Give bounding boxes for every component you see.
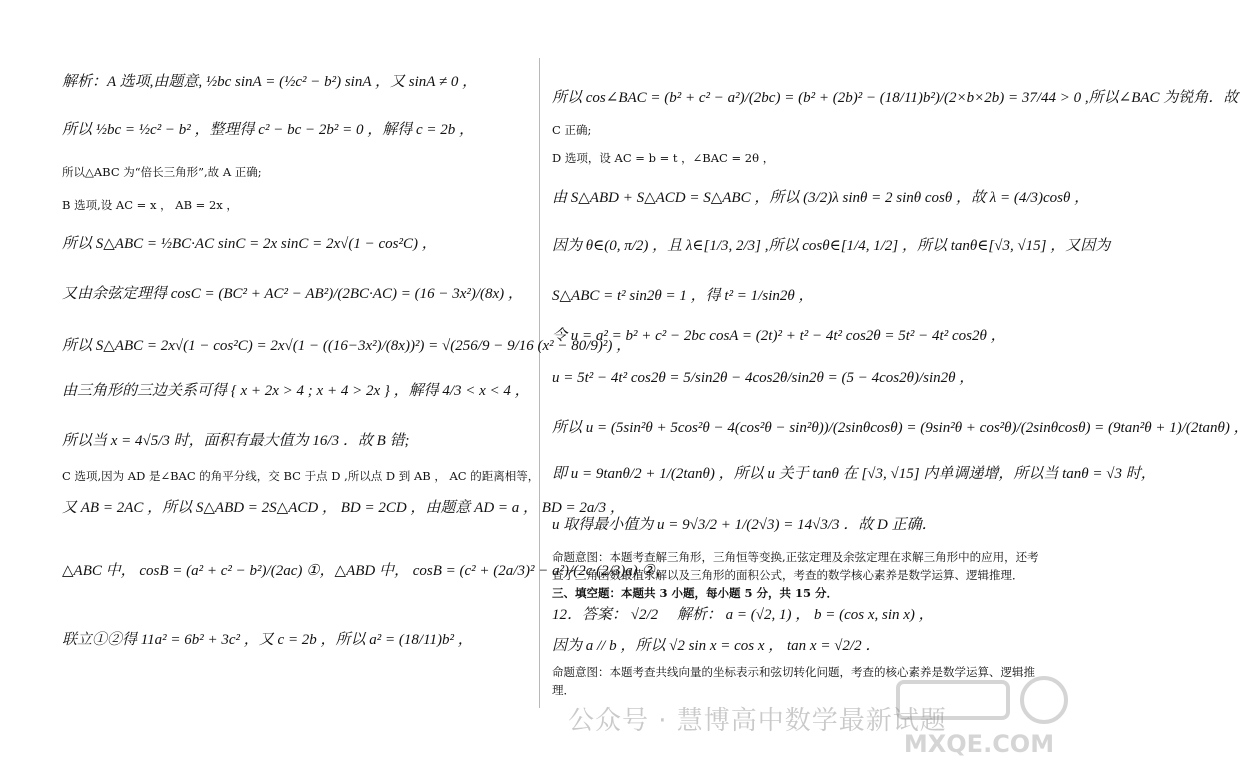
solution-line: 由 S△ABD + S△ACD = S△ABC ，所以 (3/2)λ sinθ = 2 sinθ cosθ ，故 λ = (4/3)cosθ ， — [552, 190, 1090, 206]
column-divider — [539, 58, 540, 708]
solution-line: 令 u = a² = b² + c² − 2bc cosA = (2t)² + t² − 4t² cos2θ = 5t² − 4t² cos2θ ， — [552, 328, 1006, 344]
solution-line: 所以 u = (5sin²θ + 5cos²θ − 4(cos²θ − sin²θ))/(2sinθcosθ) = (9sin²θ + cos²θ)/(2sinθcosθ) = (9tan²θ + 1)/(2tanθ) ， — [552, 420, 1249, 436]
solution-line: 所以 ½bc = ½c² − b² ，整理得 c² − bc − 2b² = 0 ，解得 c = 2b ， — [62, 122, 475, 138]
intent-note: 命题意图：本题考查解三角形，三角恒等变换,正弦定理及余弦定理在求解三角形中的应用，还考 — [552, 550, 1039, 564]
solution-line: 所以当 x = 4√5/3 时，面积有最大值为 16/3 ．故 B 错; — [62, 433, 410, 449]
intent-note: 查了三角函数最值求解以及三角形的面积公式，考查的数学核心素养是数学运算、逻辑推理． — [552, 568, 1024, 582]
answer-line: 12．答案： √2/2 解析： a = (√2, 1) ， b = (cos x, sin x) ， — [552, 607, 934, 623]
solution-line: C 选项,因为 AD 是∠BAC 的角平分线，交 BC 于点 D ,所以点 D 到 AB ， AC 的距离相等， — [62, 469, 540, 483]
solution-line: △ABC 中， cosB = (a² + c² − b²)/(2ac) ①，△ABD 中， cosB = (c² + (2a/3)² − a²)/(2c·(2/3)a) ②， — [62, 563, 670, 579]
solution-line: 所以 S△ABC = ½BC·AC sinC = 2x sinC = 2x√(1 − cos²C) ， — [62, 236, 437, 252]
solution-line: 即 u = 9tanθ/2 + 1/(2tanθ) ，所以 u 关于 tanθ 在 [√3, √15] 内单调递增，所以当 tanθ = √3 时， — [552, 466, 1156, 482]
solution-line: C 正确; — [552, 123, 592, 137]
solution-line: 解析：A 选项,由题意, ½bc sinA = (½c² − b²) sinA ，又 sinA ≠ 0 ， — [62, 74, 478, 90]
solution-line: 所以 cos∠BAC = (b² + c² − a²)/(2bc) = (b² + (2b)² − (18/11)b²)/(2×b×2b) = 37/44 > 0 ,所以∠BAC 为锐角．故 — [552, 90, 1239, 106]
intent-note: 理． — [552, 683, 575, 697]
solution-line: 因为 a // b ，所以 √2 sin x = cos x ， tan x = √2/2 ． — [552, 638, 881, 654]
solution-line: 联立①②得 11a² = 6b² + 3c² ，又 c = 2b ，所以 a² = (18/11)b² ， — [62, 632, 473, 648]
solution-line: 又 AB = 2AC ，所以 S△ABD = 2S△ACD ， BD = 2CD ，由题意 AD = a ， BD = 2a/3 ， — [62, 500, 625, 516]
watermark-logo — [884, 674, 1074, 758]
solution-line: 所以△ABC 为“倍长三角形”,故 A 正确; — [62, 165, 262, 179]
solution-line: u = 5t² − 4t² cos2θ = 5/sin2θ − 4cos2θ/sin2θ = (5 − 4cos2θ)/sin2θ ， — [552, 370, 975, 386]
solution-line: 由三角形的三边关系可得 { x + 2x > 4 ; x + 4 > 2x } ，解得 4/3 < x < 4 ， — [62, 383, 530, 399]
solution-line: S△ABC = t² sin2θ = 1 ，得 t² = 1/sin2θ ， — [552, 288, 814, 304]
section-heading: 三、填空题：本题共 3 小题，每小题 5 分，共 15 分． — [552, 586, 839, 600]
solution-line: 所以 S△ABC = 2x√(1 − cos²C) = 2x√(1 − ((16−3x²)/(8x))²) = √(256/9 − 9/16 (x² − 80/9)²) ， — [62, 338, 632, 354]
watermark-text: 公众号 · 慧博高中数学最新试题 — [568, 706, 947, 736]
solution-line: B 选项,设 AC = x ， AB = 2x ， — [62, 198, 238, 212]
intent-note: 命题意图：本题考查共线向量的坐标表示和弦切转化问题，考查的核心素养是数学运算、逻辑推 — [552, 665, 1035, 679]
solution-line: 又由余弦定理得 cosC = (BC² + AC² − AB²)/(2BC·AC) = (16 − 3x²)/(8x) ， — [62, 286, 523, 302]
watermark-logo-text: MXQE.COM — [903, 730, 1055, 758]
solution-line: 因为 θ∈(0, π/2) ，且 λ∈[1/3, 2/3] ,所以 cosθ∈[1/4, 1/2] ，所以 tanθ∈[√3, √15] ，又因为 — [552, 238, 1111, 254]
solution-line: D 选项，设 AC = b = t ，∠BAC = 2θ ， — [552, 151, 775, 165]
solution-line: u 取得最小值为 u = 9√3/2 + 1/(2√3) = 14√3/3 ．故 D 正确． — [552, 517, 937, 533]
